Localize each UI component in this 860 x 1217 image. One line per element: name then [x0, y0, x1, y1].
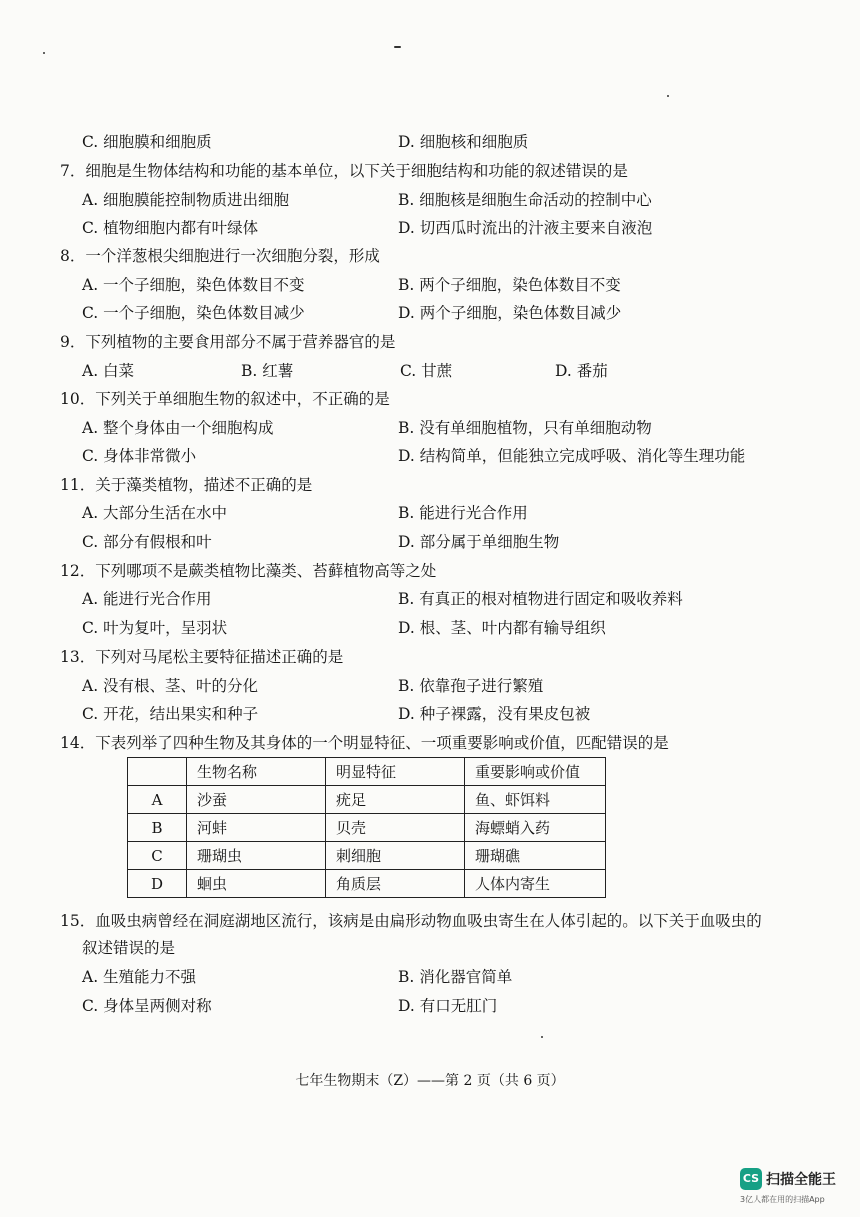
q11-stem: 11．关于藻类植物，描述不正确的是 [60, 476, 313, 494]
q15-option-d: D. 有口无肛门 [398, 997, 498, 1015]
q6-option-c: C. 细胞膜和细胞质 [82, 133, 212, 151]
table-cell: 贝壳 [326, 814, 465, 842]
q9-option-d: D. 番茄 [555, 362, 608, 380]
q7-option-b: B. 细胞核是细胞生命活动的控制中心 [398, 191, 652, 209]
table-header-cell: 生物名称 [187, 758, 326, 786]
table-cell: 河蚌 [187, 814, 326, 842]
table-cell: B [128, 814, 187, 842]
q7-stem: 7．细胞是生物体结构和功能的基本单位，以下关于细胞结构和功能的叙述错误的是 [60, 162, 628, 180]
q8-option-d: D. 两个子细胞，染色体数目减少 [398, 304, 622, 322]
table-cell: 鱼、虾饵料 [465, 786, 606, 814]
q9-option-a: A. 白菜 [82, 362, 135, 380]
scan-speck [541, 1036, 543, 1038]
q10-stem: 10．下列关于单细胞生物的叙述中，不正确的是 [60, 390, 390, 408]
q12-option-c: C. 叶为复叶，呈羽状 [82, 619, 228, 637]
q10-option-b: B. 没有单细胞植物，只有单细胞动物 [398, 419, 652, 437]
q13-option-c: C. 开花，结出果实和种子 [82, 705, 259, 723]
q13-option-d: D. 种子裸露，没有果皮包被 [398, 705, 591, 723]
q11-option-a: A. 大部分生活在水中 [82, 504, 228, 522]
table-row [128, 786, 606, 814]
q12-option-d: D. 根、茎、叶内都有输导组织 [398, 619, 606, 637]
q10-option-d: D. 结构简单，但能独立完成呼吸、消化等生理功能 [398, 447, 746, 465]
table-cell: 人体内寄生 [465, 870, 606, 898]
table-cell: 刺细胞 [326, 842, 465, 870]
q7-option-d: D. 切西瓜时流出的汁液主要来自液泡 [398, 219, 653, 237]
q13-option-b: B. 依靠孢子进行繁殖 [398, 677, 544, 695]
q11-option-b: B. 能进行光合作用 [398, 504, 528, 522]
q8-option-c: C. 一个子细胞，染色体数目减少 [82, 304, 305, 322]
q12-option-b: B. 有真正的根对植物进行固定和吸收养料 [398, 590, 683, 608]
q9-option-b: B. 红薯 [241, 362, 294, 380]
table-header-row [128, 758, 606, 786]
table-cell: C [128, 842, 187, 870]
q11-option-d: D. 部分属于单细胞生物 [398, 533, 560, 551]
q11-option-c: C. 部分有假根和叶 [82, 533, 212, 551]
q8-option-a: A. 一个子细胞，染色体数目不变 [82, 276, 305, 294]
scan-speck [43, 52, 45, 54]
table-row [128, 814, 606, 842]
table-cell: 角质层 [326, 870, 465, 898]
camscanner-logo-icon: CS [740, 1168, 762, 1190]
scanner-watermark [740, 1168, 850, 1208]
q7-option-a: A. 细胞膜能控制物质进出细胞 [82, 191, 290, 209]
page-footer: 七年生物期末（Z）——第 2 页（共 6 页） [295, 1073, 565, 1089]
q12-stem: 12．下列哪项不是蕨类植物比藻类、苔藓植物高等之处 [60, 562, 437, 580]
q6-option-d: D. 细胞核和细胞质 [398, 133, 529, 151]
q10-option-a: A. 整个身体由一个细胞构成 [82, 419, 274, 437]
watermark-tagline: 3亿人都在用的扫描App [740, 1195, 825, 1204]
q14-table [127, 757, 606, 898]
q15-option-b: B. 消化器官简单 [398, 968, 513, 986]
table-row [128, 842, 606, 870]
table-row [128, 870, 606, 898]
watermark-app-name: 扫描全能王 [766, 1172, 836, 1188]
scan-speck [394, 46, 401, 48]
q13-option-a: A. 没有根、茎、叶的分化 [82, 677, 259, 695]
q8-stem: 8．一个洋葱根尖细胞进行一次细胞分裂，形成 [60, 247, 380, 265]
q10-option-c: C. 身体非常微小 [82, 447, 197, 465]
table-cell: 疣足 [326, 786, 465, 814]
table-cell: D [128, 870, 187, 898]
q12-option-a: A. 能进行光合作用 [82, 590, 212, 608]
q15-option-c: C. 身体呈两侧对称 [82, 997, 212, 1015]
q9-stem: 9．下列植物的主要食用部分不属于营养器官的是 [60, 333, 396, 351]
q7-option-c: C. 植物细胞内都有叶绿体 [82, 219, 259, 237]
q13-stem: 13．下列对马尾松主要特征描述正确的是 [60, 648, 344, 666]
table-cell: 珊瑚虫 [187, 842, 326, 870]
table-cell: 沙蚕 [187, 786, 326, 814]
q9-option-c: C. 甘蔗 [400, 362, 453, 380]
q15-stem-line1: 15．血吸虫病曾经在洞庭湖地区流行，该病是由扁形动物血吸虫寄生在人体引起的。以下关于血吸虫的 [60, 912, 762, 930]
table-header-cell [128, 758, 187, 786]
q8-option-b: B. 两个子细胞，染色体数目不变 [398, 276, 621, 294]
table-cell: 珊瑚礁 [465, 842, 606, 870]
q15-stem-line2: 叙述错误的是 [82, 939, 176, 957]
q14-stem: 14．下表列举了四种生物及其身体的一个明显特征、一项重要影响或价值，匹配错误的是 [60, 734, 669, 752]
table-cell: A [128, 786, 187, 814]
table-header-cell: 明显特征 [326, 758, 465, 786]
table-cell: 海螵蛸入药 [465, 814, 606, 842]
q15-option-a: A. 生殖能力不强 [82, 968, 197, 986]
scan-speck [667, 95, 669, 97]
table-cell: 蛔虫 [187, 870, 326, 898]
table-header-cell: 重要影响或价值 [465, 758, 606, 786]
